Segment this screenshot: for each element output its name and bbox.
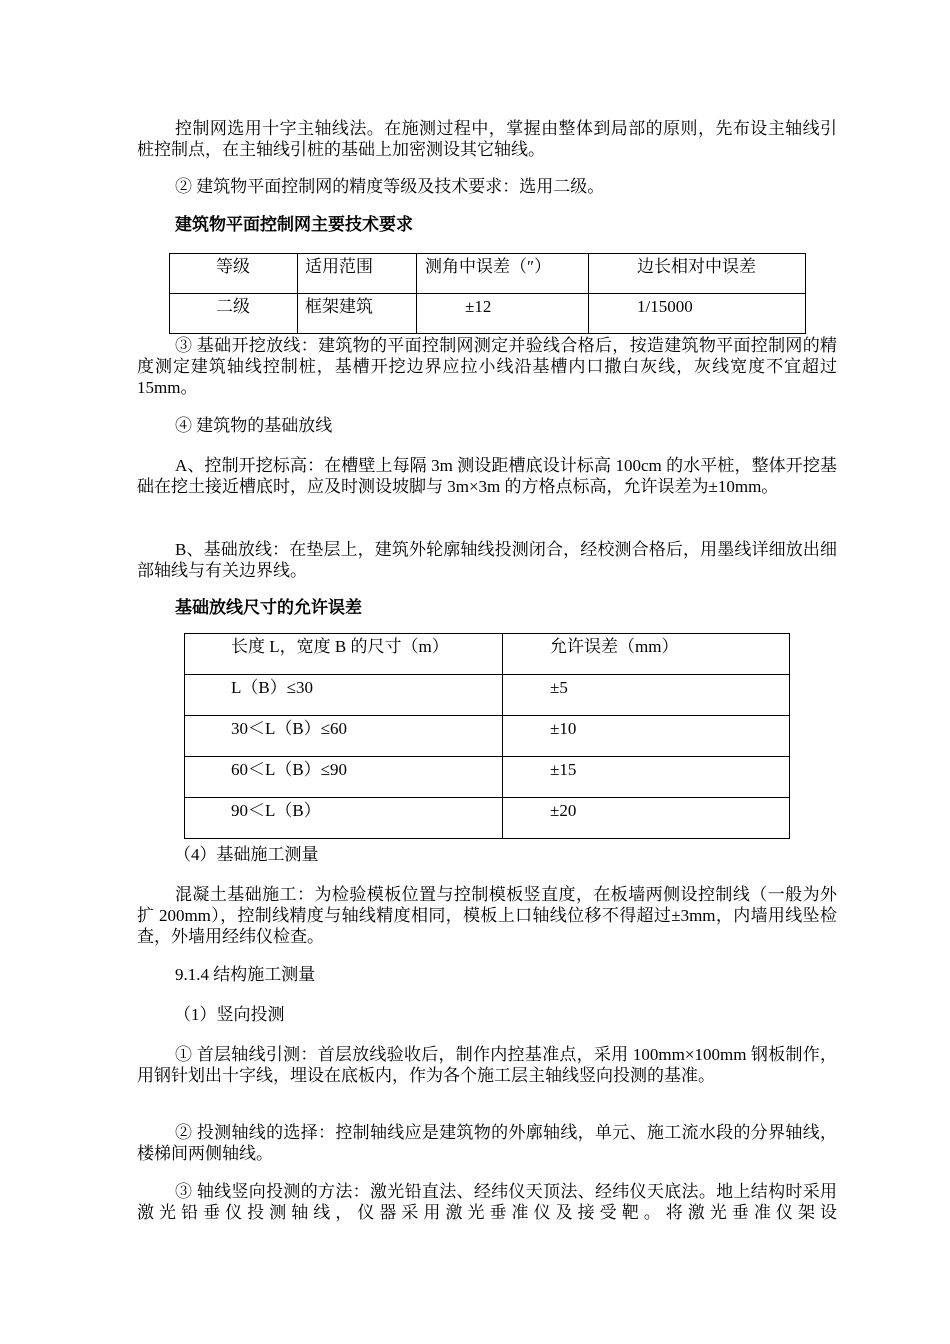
table-header-cell: 边长相对中误差: [589, 254, 806, 294]
table-cell: 二级: [170, 294, 298, 334]
section-foundation-survey: （4）基础施工测量: [174, 845, 319, 864]
table-header-row: [185, 634, 790, 675]
tolerance-table: [184, 633, 790, 839]
table-row: [185, 716, 790, 757]
table-cell: 1/15000: [589, 294, 806, 334]
table-cell: 60＜L（B）≤90: [185, 757, 503, 798]
table-header-cell: 适用范围: [298, 254, 417, 294]
table-cell: 30＜L（B）≤60: [185, 716, 503, 757]
paragraph-excavation-elevation: A、控制开挖标高：在槽壁上每隔 3m 测设距槽底设计标高 100cm 的水平桩，整体开挖基础在挖土接近槽底时，应及时测设坡脚与 3m×3m 的方格点标高，允许误差为±10mm。: [137, 456, 837, 496]
table1-title: 建筑物平面控制网主要技术要求: [175, 215, 413, 234]
paragraph-excavation-layout: ③ 基础开挖放线：建筑物的平面控制网测定并验线合格后，按造建筑物平面控制网的精度测定建筑轴线控制桩，基槽开挖边界应拉小线沿基槽内口撒白灰线，灰线宽度不宜超过 15mm。: [137, 336, 837, 397]
table2-title: 基础放线尺寸的允许误差: [175, 598, 362, 617]
table-header-cell: 等级: [170, 254, 298, 294]
section-structure-survey: 9.1.4 结构施工测量: [175, 965, 316, 984]
control-network-table: [169, 253, 806, 334]
table-cell: ±10: [503, 716, 790, 757]
table-header-cell: 允许误差（mm）: [503, 634, 790, 675]
table-cell: L（B）≤30: [185, 675, 503, 716]
table-row: [170, 294, 806, 334]
paragraph-foundation-lines: B、基础放线：在垫层上，建筑外轮廓轴线投测闭合，经校测合格后，用墨线详细放出细部轴线与有关边界线。: [137, 540, 837, 580]
table-cell: 90＜L（B）: [185, 798, 503, 839]
paragraph-precision-level: ② 建筑物平面控制网的精度等级及技术要求：选用二级。: [175, 177, 605, 196]
table-cell: ±5: [503, 675, 790, 716]
paragraph-foundation-layout: ④ 建筑物的基础放线: [175, 416, 333, 435]
table-cell: ±15: [503, 757, 790, 798]
table-header-row: [170, 254, 806, 294]
table-row: [185, 757, 790, 798]
paragraph-projection-method: ③ 轴线竖向投测的方法：激光铅直法、经纬仪天顶法、经纬仪天底法。地上结构时采用激光铅垂仪投测轴线，仪器采用激光垂准仪及接受靶。将激光垂准仪架设: [137, 1182, 837, 1222]
table-row: [185, 798, 790, 839]
table-cell: 框架建筑: [298, 294, 417, 334]
paragraph-axis-selection: ② 投测轴线的选择：控制轴线应是建筑物的外廓轴线，单元、施工流水段的分界轴线，楼梯间两侧轴线。: [137, 1123, 837, 1163]
section-vertical-projection: （1）竖向投测: [174, 1005, 285, 1024]
table-header-cell: 测角中误差（″）: [417, 254, 589, 294]
paragraph-control-network: 控制网选用十字主轴线法。在施测过程中，掌握由整体到局部的原则，先布设主轴线引桩控制点，在主轴线引桩的基础上加密测设其它轴线。: [137, 119, 837, 159]
table-cell: ±20: [503, 798, 790, 839]
paragraph-concrete-foundation: 混凝土基础施工：为检验模板位置与控制模板竖直度，在板墙两侧设控制线（一般为外扩 200mm），控制线精度与轴线精度相同，模板上口轴线位移不得超过±3mm，内墙用线坠检查，外墙用经纬仪检查。: [137, 885, 837, 946]
table-cell: ±12: [417, 294, 589, 334]
table-row: [185, 675, 790, 716]
paragraph-first-floor-axis: ① 首层轴线引测：首层放线验收后，制作内控基准点，采用 100mm×100mm 钢板制作，用钢针划出十字线，埋设在底板内，作为各个施工层主轴线竖向投测的基准。: [137, 1045, 837, 1085]
table-header-cell: 长度 L，宽度 B 的尺寸（m）: [185, 634, 503, 675]
